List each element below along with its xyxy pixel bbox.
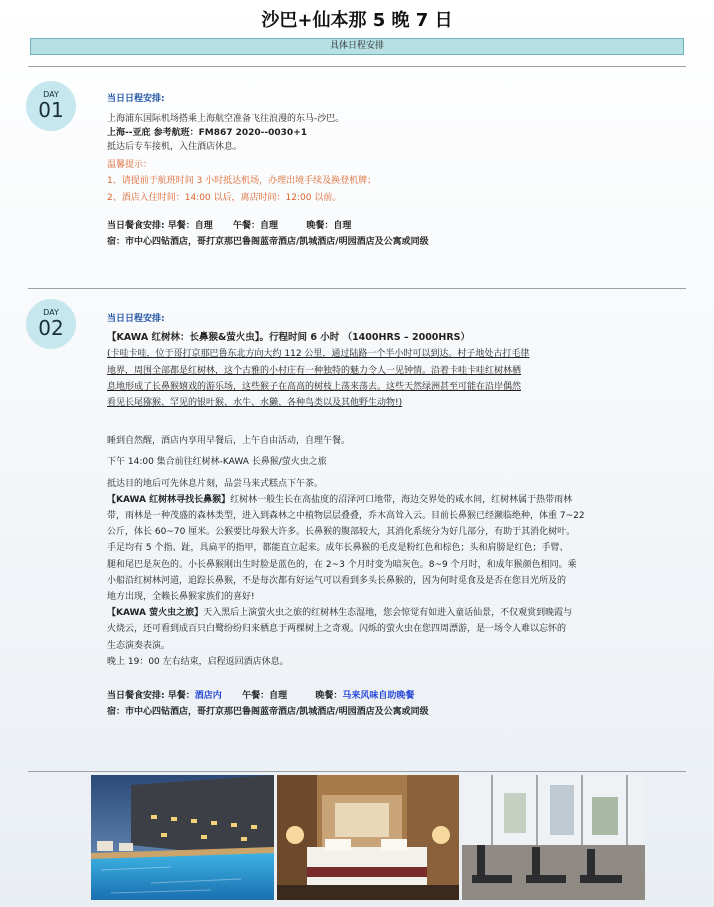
day-number: 02 (38, 316, 64, 340)
kawa-line: 公斤，体长 60~70 厘米。公猴要比母猴大许多。长鼻猴的腹部较大，其消化系统分为好几部分，有助于其消化树叶。 (107, 527, 576, 538)
divider (28, 771, 686, 772)
tip-item: 2、酒店入住时间：14:00 以后，离店时间：12:00 以前。 (107, 193, 342, 203)
firefly-line (107, 605, 667, 621)
kawa-tag: 【KAWA 红树林寻找长鼻猴】 (107, 494, 231, 505)
hotel-gym-photo (462, 775, 645, 900)
hotel-line: 宿：市中心四钻酒店，哥打京那巴鲁阁蓝帝酒店/凯城酒店/明园酒店及公寓或同级 (107, 707, 429, 718)
meals-line (107, 688, 667, 704)
itinerary-line: 抵达后专车接机，入住酒店休息。 (107, 142, 243, 152)
firefly-line: 生态演奏表演。 (107, 640, 171, 651)
hotel-photo-strip (91, 775, 645, 900)
meals-label: 当日餐食安排: (107, 221, 165, 231)
meal-dinner-value: 马来风味自助晚餐 (342, 691, 415, 702)
tour-intro-line: 看见长尾猕猴、罕见的银叶猴、水牛、水獭、各种鸟类以及其他野生动物!) (107, 398, 403, 409)
schedule-banner: 具体日程安排 (30, 38, 684, 55)
tips-title: 温馨提示： (107, 160, 153, 170)
day-02-content (107, 311, 667, 720)
meal-breakfast: 早餐：自理 (167, 221, 213, 231)
tour-headline: 【KAWA 红树林：长鼻猴&萤火虫】。行程时间 6 小时 （1400HRS – 2000HRS） (107, 332, 471, 344)
schedule-label: 当日日程安排: (107, 314, 165, 324)
page-title: 沙巴+仙本那 5 晚 7 日 (261, 10, 453, 31)
itinerary-line: 睡到自然醒，酒店内享用早餐后，上午自由活动，自理午餐。 (107, 436, 351, 447)
divider (28, 288, 686, 289)
kawa-line: 地方出现，全赖长鼻猴家族们的喜好! (107, 592, 255, 603)
kawa-text: 红树林一般生长在高盐度的沼泽河口地带，海边交界处的咸水间，红树林属于热带雨林 (230, 494, 573, 505)
flight-line: 上海--亚庇 参考航班：FM867 2020--0030+1 (107, 128, 308, 138)
meal-lunch: 午餐：自理 (242, 691, 288, 702)
tip-item: 1、请提前于航班时间 3 小时抵达机场，办理出境手续及换登机牌； (107, 176, 377, 186)
meal-lunch: 午餐：自理 (233, 221, 279, 231)
kawa-line: 带，雨林是一种茂盛的森林类型，进入到森林之中植物层层叠叠，乔木高耸入云。目前长鼻猴已经濒临绝种，体重 7~22 (107, 511, 585, 522)
meals-label: 当日餐食安排: (107, 691, 165, 702)
firefly-line: 火烧云，还可看到成百只白鹭纷纷归来栖息于两棵树上之奇观。闪烁的萤火虫在您四周漂游，是一场令人难以忘怀的 (107, 624, 567, 635)
meal-dinner: 晚餐：自理 (306, 221, 352, 231)
hotel-room-photo (277, 775, 459, 900)
tour-intro-line: 息地形成了长鼻猴嬉戏的游乐场，这些猴子在高高的树枝上荡来荡去。这些天然绿洲甚至可能在沿岸偶然 (107, 381, 522, 392)
day-badge-02 (26, 299, 76, 349)
day-number: 01 (38, 98, 64, 122)
day-label: DAY (43, 90, 59, 99)
kawa-line: 手足均有 5 个指、趾，具扁平的指甲，都能直立起来。成年长鼻猴的毛皮是粉红色和棕色；头和肩膀是红色；手臂、 (107, 543, 569, 554)
itinerary-line: 晚上 19：00 左右结束，启程返回酒店休息。 (107, 656, 289, 667)
kawa-line: 小船沿红树林河道，追踪长鼻猴，不是每次都有好运气可以看到多头长鼻猴的，因为何时觅食及是否在您目光所及的 (107, 575, 567, 586)
itinerary-line: 抵达目的地后可先休息片刻，品尝马来式糕点下午茶。 (107, 478, 324, 489)
meal-dinner-label: 晚餐： (315, 691, 343, 702)
schedule-label: 当日日程安排: (107, 94, 165, 104)
day-badge-01 (26, 81, 76, 131)
firefly-text: 天入黑后上演萤火虫之旅的红树林生态湿地，您会惊觉有如进入童话仙景，不仅观赏到晚霞与 (203, 608, 573, 619)
meal-breakfast-value: 酒店内 (194, 691, 222, 702)
day-01-content (107, 92, 667, 251)
day-label: DAY (43, 308, 59, 317)
hotel-line: 宿：市中心四钻酒店，哥打京那巴鲁阁蓝帝酒店/凯城酒店/明园酒店及公寓或同级 (107, 237, 429, 247)
kawa-line (107, 492, 667, 508)
tour-intro-line: (卡哇卡哇，位于哥打京那巴鲁东北方向大约 112 公里，通过陆路一个半小时可以到达。村子地处古打毛律 (107, 349, 530, 360)
itinerary-line: 上海浦东国际机场搭乘上海航空准备飞往浪漫的东马-沙巴。 (107, 114, 345, 124)
divider (28, 66, 686, 67)
meal-breakfast-label: 早餐： (167, 691, 195, 702)
meals-line (107, 219, 667, 233)
kawa-line: 腿和尾巴是灰色的。小长鼻猴刚出生时脸是蓝色的，在 2~3 个月时变为暗灰色。8~9 个月时，和成年猴颜色相同。乘 (107, 559, 577, 570)
tour-intro-line: 地界，周围全部都是红树林，这个古雅的小村庄有一种独特的魅力令人一见钟情。沿着卡哇卡哇红树林栖 (107, 365, 522, 376)
hotel-pool-photo (91, 775, 274, 900)
firefly-tag: 【KAWA 萤火虫之旅】 (107, 608, 204, 619)
itinerary-line: 下午 14:00 集合前往红树林-KAWA 长鼻猴/萤火虫之旅 (107, 457, 327, 468)
